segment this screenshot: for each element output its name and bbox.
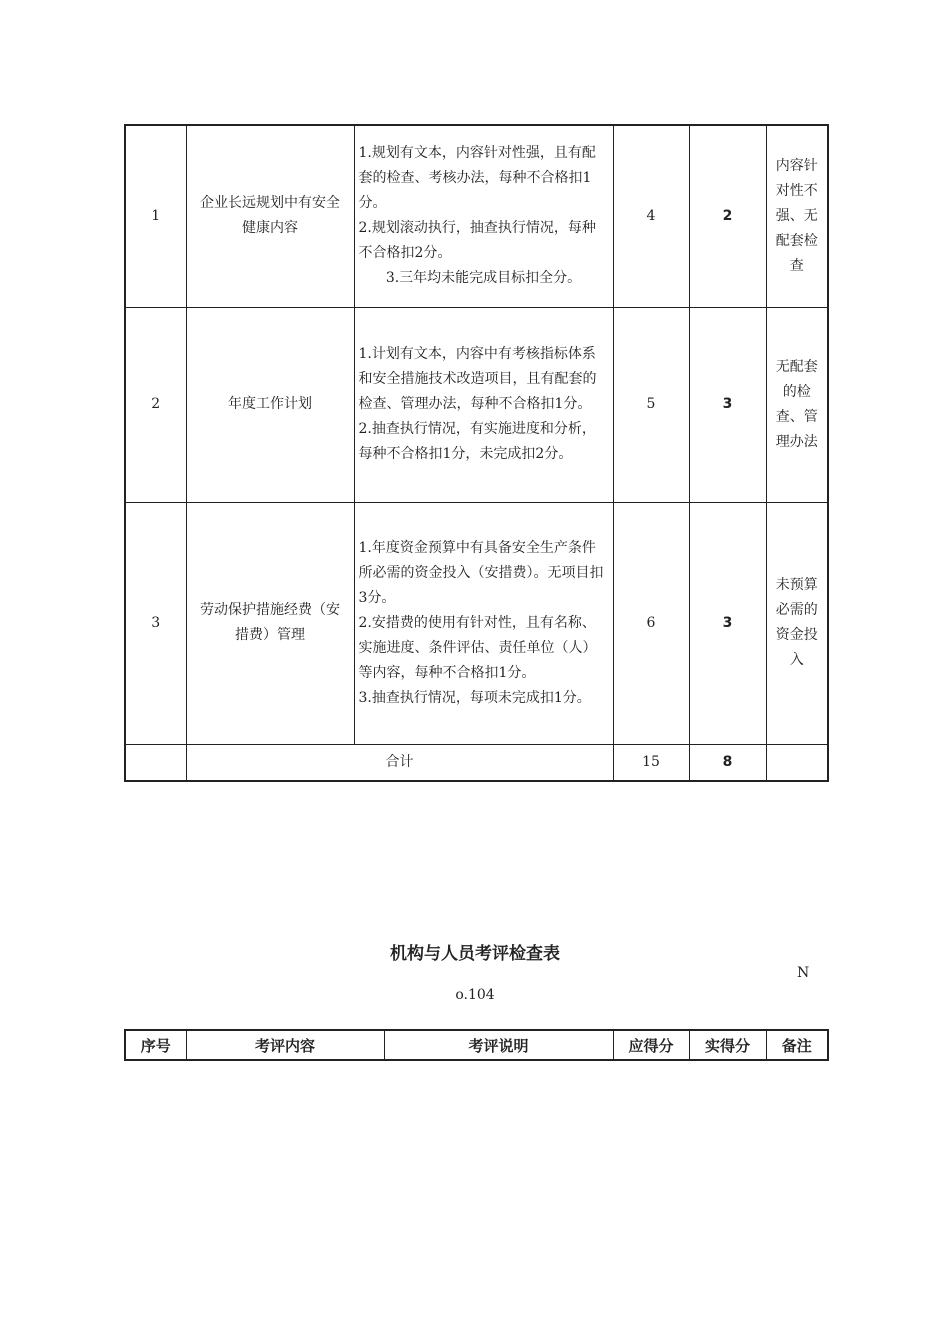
criteria-line: 1.规划有文本，内容针对性强，且有配套的检查、考核办法，每种不合格扣1分。 (358, 145, 596, 212)
header-description: 考评说明 (384, 1030, 613, 1060)
row-criteria (354, 307, 613, 502)
header-max-score: 应得分 (613, 1030, 689, 1060)
table-row (125, 307, 828, 502)
header-row (125, 1030, 828, 1060)
header-content: 考评内容 (186, 1030, 384, 1060)
criteria-line: 1.计划有文本，内容中有考核指标体系和安全措施技术改造项目，且有配套的检查、管理办法，每种不合格扣1分。 (358, 346, 597, 412)
table-code-line1: N (797, 965, 810, 981)
row-max-score: 5 (613, 307, 689, 502)
criteria-line: 2.抽查执行情况，有实施进度和分析，每种不合格扣1分，未完成扣2分。 (358, 421, 596, 462)
row-item: 企业长远规划中有安全健康内容 (186, 125, 354, 307)
row-actual-score: 2 (689, 125, 766, 307)
table-code-line2: o.104 (455, 987, 495, 1003)
table-row (125, 502, 828, 744)
row-criteria (354, 502, 613, 744)
row-remark: 内容针对性不强、无配套检查 (766, 125, 828, 307)
personnel-table (124, 1029, 829, 1061)
total-max-score: 15 (613, 744, 689, 781)
scoring-table (124, 124, 829, 782)
criteria-line: 3.三年均未能完成目标扣全分。 (385, 270, 582, 287)
row-item: 劳动保护措施经费（安措费）管理 (186, 502, 354, 744)
header-actual-score: 实得分 (689, 1030, 766, 1060)
section-title: 机构与人员考评检查表 (390, 944, 560, 964)
row-index: 2 (125, 307, 186, 502)
criteria-line: 1.年度资金预算中有具备安全生产条件所必需的资金投入（安措费）。无项目扣3分。 (358, 539, 604, 606)
row-remark: 无配套的检查、管理办法 (766, 307, 828, 502)
header-remark: 备注 (766, 1030, 828, 1060)
header-index: 序号 (125, 1030, 186, 1060)
row-index: 1 (125, 125, 186, 307)
row-max-score: 6 (613, 502, 689, 744)
row-criteria (354, 125, 613, 307)
total-label: 合计 (186, 744, 613, 781)
row-actual-score: 3 (689, 307, 766, 502)
row-index: 3 (125, 502, 186, 744)
row-actual-score: 3 (689, 502, 766, 744)
total-empty-cell (125, 744, 186, 781)
row-item: 年度工作计划 (186, 307, 354, 502)
table-row (125, 125, 828, 307)
criteria-line: 3.抽查执行情况，每项未完成扣1分。 (358, 689, 591, 706)
criteria-line: 2.规划滚动执行，抽查执行情况，每种不合格扣2分。 (358, 220, 596, 262)
total-remark-cell (766, 744, 828, 781)
criteria-line: 2.安措费的使用有针对性，且有名称、实施进度、条件评估、责任单位（人）等内容，每种不合格扣1分。 (358, 614, 597, 681)
total-actual-score: 8 (689, 744, 766, 781)
row-max-score: 4 (613, 125, 689, 307)
total-row (125, 744, 828, 781)
row-remark: 未预算必需的资金投入 (766, 502, 828, 744)
